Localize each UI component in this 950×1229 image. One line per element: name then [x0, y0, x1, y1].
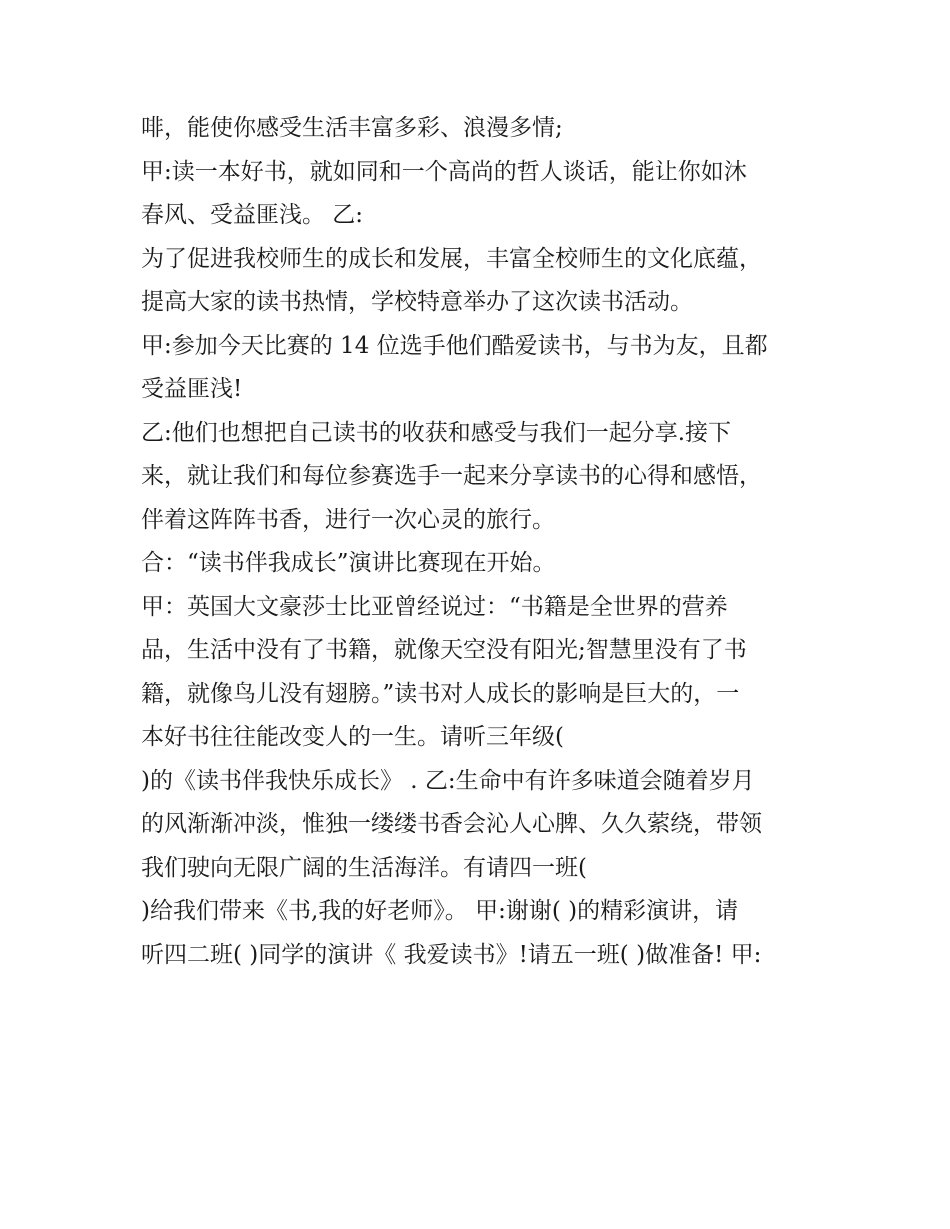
text-line-18: 我们驶向无限广阔的生活海洋。有请四一班(: [141, 854, 587, 881]
text-line-9: 来，就让我们和每位参赛选手一起来分享读书的心得和感悟，: [141, 463, 762, 489]
text-line-12: 甲：英国大文豪莎士比亚曾经说过：“书籍是全世界的营养: [141, 593, 728, 620]
body-text: [141, 107, 831, 977]
text-line-7: 受益匪浅!: [141, 376, 243, 402]
text-line-11: 合：“读书伴我成长”演讲比赛现在开始。: [141, 550, 556, 576]
text-line-13: 品，生活中没有了书籍，就像天空没有阳光;智慧里没有了书: [141, 637, 747, 663]
text-line-5: 提高大家的读书热情，学校特意举办了这次读书活动。: [141, 289, 693, 315]
text-line-6: 甲:参加今天比赛的 14 位选手他们酷爱读书，与书为友，且都: [141, 332, 768, 359]
text-line-19: )给我们带来《书,我的好老师》。 甲:谢谢( )的精彩演讲，请: [141, 898, 739, 924]
text-line-14: 籍，就像鸟儿没有翅膀。”读书对人成长的影响是巨大的，一: [141, 680, 740, 707]
text-line-1: 啡，能使你感受生活丰富多彩、浪漫多情;: [141, 115, 563, 141]
text-line-16: )的《读书伴我快乐成长》 . 乙:生命中有许多味道会随着岁月: [141, 767, 755, 794]
text-line-8: 乙:他们也想把自己读书的收获和感受与我们一起分享.接下: [141, 419, 732, 446]
text-line-17: 的风渐渐冲淡，惟独一缕缕书香会沁人心脾、久久萦绕，带领: [141, 811, 762, 837]
text-line-4: 为了促进我校师生的成长和发展，丰富全校师生的文化底蕴，: [141, 245, 762, 272]
text-line-3: 春风、受益匪浅。 乙:: [141, 202, 364, 228]
text-line-15: 本好书往往能改变人的一生。请听三年级(: [141, 724, 564, 750]
text-line-2: 甲:读一本好书，就如同和一个高尚的哲人谈话，能让你如沐: [141, 158, 747, 185]
text-line-20: 听四二班( )同学的演讲《 我爱读书》!请五一班( )做准备! 甲:: [141, 941, 762, 968]
text-line-10: 伴着这阵阵书香，进行一次心灵的旅行。: [141, 506, 555, 533]
